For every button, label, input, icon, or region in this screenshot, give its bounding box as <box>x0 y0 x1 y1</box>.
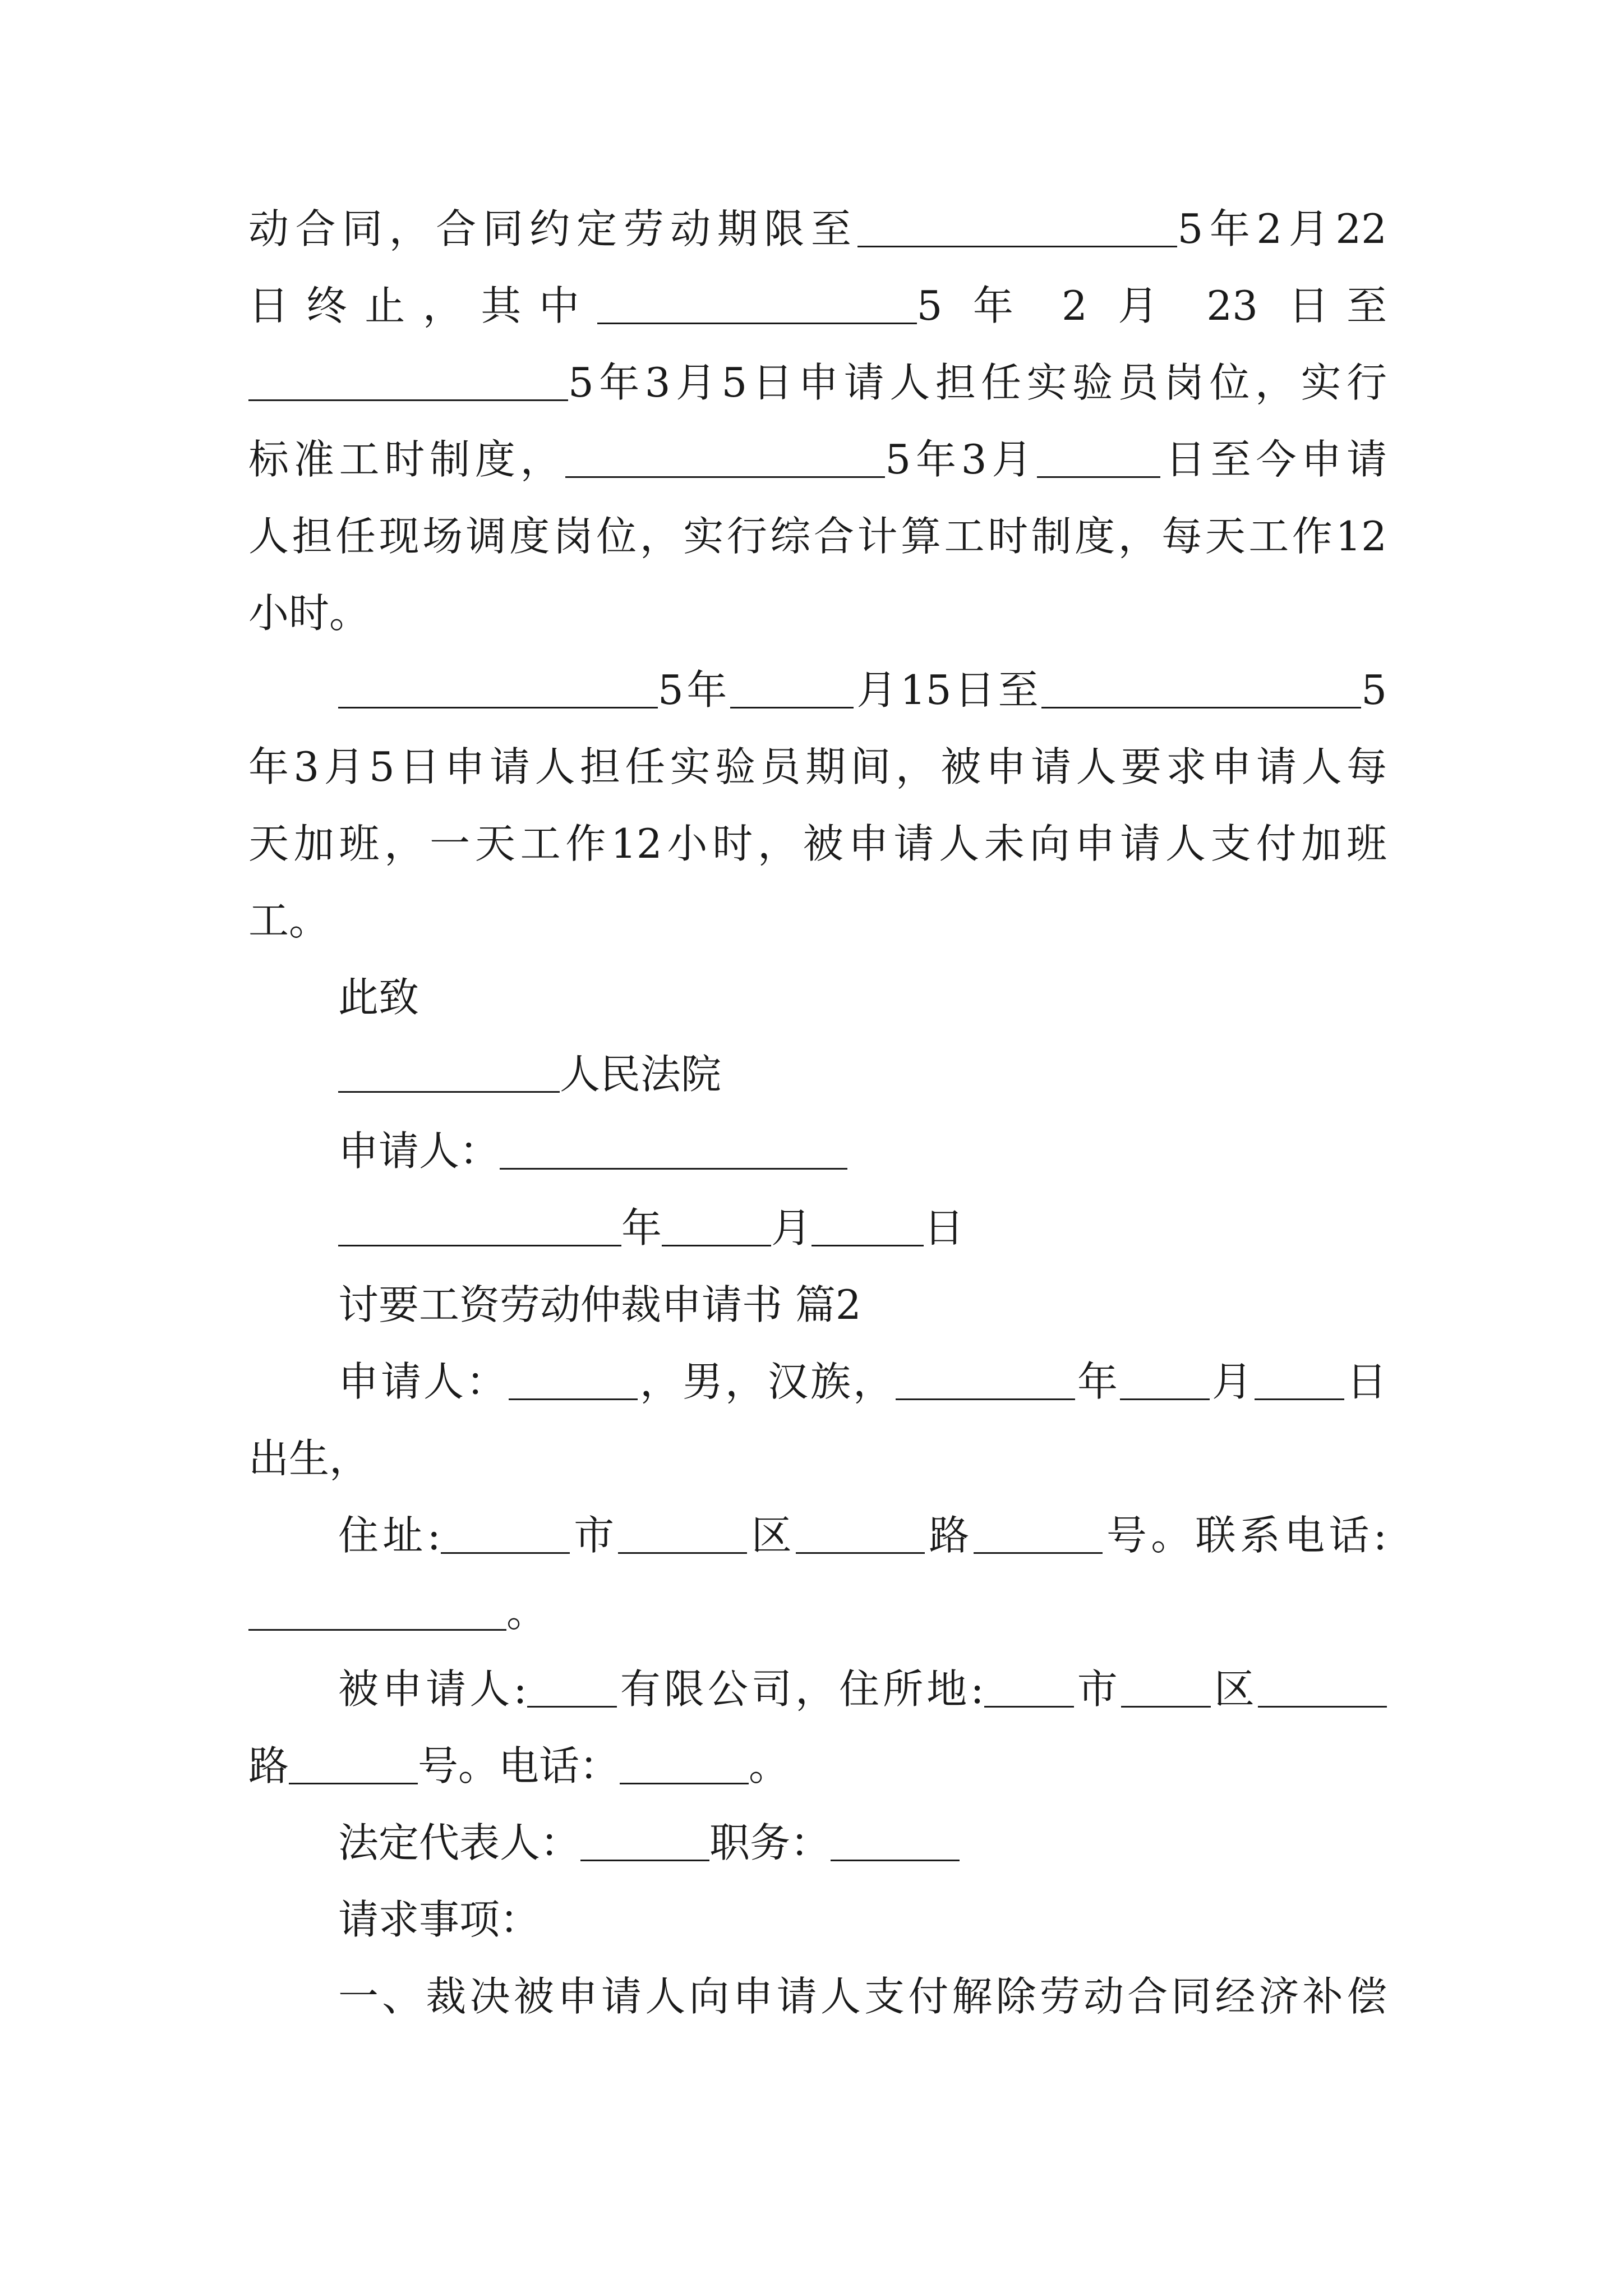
paragraph-line-6: 小时。 <box>248 590 370 637</box>
paragraph-line-10: 工。 <box>248 897 330 944</box>
text-run: 5年3月 <box>885 436 1038 483</box>
text-run: ，男，汉族， <box>637 1358 896 1405</box>
text-run: 日 <box>1344 1358 1387 1405</box>
applicant-line <box>248 1343 1387 1420</box>
applicant-signature-line <box>248 1113 1387 1190</box>
fill-in-blank <box>811 1210 924 1246</box>
document-page <box>248 191 1387 2035</box>
text-run: 号。电话： <box>418 1742 620 1789</box>
fill-in-blank <box>338 1056 560 1093</box>
text-run: 5年2月22 <box>1177 205 1387 252</box>
respondent-line <box>248 1651 1387 1728</box>
text-run: 日终止，其中 <box>248 282 597 329</box>
fill-in-blank <box>974 1517 1103 1554</box>
fill-in-blank <box>565 441 885 478</box>
text-run: 市 <box>569 1512 619 1559</box>
text-run: 市 <box>1073 1665 1121 1713</box>
text-run: 月 <box>1209 1358 1255 1405</box>
text-run: 号。联系电话: <box>1102 1512 1387 1559</box>
fill-in-blank <box>1041 672 1361 708</box>
text-run: 月 <box>771 1204 812 1251</box>
text-run: 5年3月5日申请人担任实验员岗位，实行 <box>568 359 1387 406</box>
text-run: 。 <box>749 1742 790 1789</box>
fill-in-blank <box>1120 1364 1210 1400</box>
text-run: 住址: <box>338 1512 441 1559</box>
text-run: 日至今申请 <box>1160 436 1387 483</box>
text-run: 5 <box>1361 666 1387 714</box>
text-run: 路 <box>925 1512 974 1559</box>
fill-in-blank <box>338 1210 621 1246</box>
paragraph-line-2 <box>248 268 1387 344</box>
paragraph-line-17: 出生， <box>248 1435 370 1482</box>
text-run: 月15日至 <box>853 666 1042 714</box>
text-run: 5年 <box>658 666 730 714</box>
fill-in-blank <box>662 1210 771 1246</box>
fill-in-blank <box>289 1748 418 1784</box>
fill-in-blank <box>597 288 917 324</box>
text-run: 年 <box>1075 1358 1120 1405</box>
text-run: 被申请人: <box>338 1665 527 1713</box>
fill-in-blank <box>831 1825 960 1861</box>
fill-in-blank <box>1121 1671 1211 1708</box>
phone-line <box>248 1574 1387 1651</box>
text-run: 5 年 2 月 23 日至 <box>916 282 1387 329</box>
address-line <box>248 1497 1387 1574</box>
section-heading: 讨要工资劳动仲裁申请书 篇2 <box>338 1281 861 1328</box>
legal-rep-line <box>248 1805 1387 1881</box>
fill-in-blank <box>509 1364 638 1400</box>
text-run: 申请人： <box>338 1358 509 1405</box>
fill-in-blank <box>441 1517 570 1554</box>
paragraph-line-4 <box>248 421 1387 498</box>
text-run: 日 <box>924 1204 965 1251</box>
date-line <box>248 1190 1387 1267</box>
text-run: 职务： <box>709 1819 831 1866</box>
respondent-address-line <box>248 1728 1387 1805</box>
text-run: 动合同，合同约定劳动期限至 <box>248 205 858 252</box>
fill-in-blank <box>618 1517 747 1554</box>
fill-in-blank <box>338 672 658 708</box>
fill-in-blank <box>1258 1671 1387 1708</box>
fill-in-blank <box>248 365 568 401</box>
text-run: 区 <box>747 1512 796 1559</box>
text-run: 路 <box>248 1742 289 1789</box>
fill-in-blank <box>1255 1364 1344 1400</box>
fill-in-blank <box>730 672 854 708</box>
text-run: 申请人： <box>338 1128 500 1175</box>
paragraph-line-9: 天加班，一天工作12小时，被申请人未向申请人支付加班 <box>248 820 1387 867</box>
text-run: 年 <box>621 1204 662 1251</box>
paragraph-line-1 <box>248 191 1387 268</box>
fill-in-blank <box>500 1133 847 1170</box>
text-run: 法定代表人： <box>338 1819 581 1866</box>
fill-in-blank <box>620 1748 749 1784</box>
paragraph-line-8: 年3月5日申请人担任实验员期间，被申请人要求申请人每 <box>248 743 1387 790</box>
text-run: 。 <box>506 1589 547 1636</box>
text-run: 人民法院 <box>560 1051 722 1098</box>
text-run: 标准工时制度， <box>248 436 566 483</box>
fill-in-blank <box>984 1671 1074 1708</box>
fill-in-blank <box>527 1671 617 1708</box>
fill-in-blank <box>580 1825 709 1861</box>
fill-in-blank <box>248 1594 506 1631</box>
fill-in-blank <box>896 1364 1075 1400</box>
salutation: 此致 <box>338 974 419 1021</box>
paragraph-line-7 <box>248 652 1387 729</box>
fill-in-blank <box>796 1517 925 1554</box>
text-run: 区 <box>1210 1665 1258 1713</box>
claim-item-1: 一、裁决被申请人向申请人支付解除劳动合同经济补偿 <box>338 1973 1387 2020</box>
fill-in-blank <box>1037 441 1160 478</box>
fill-in-blank <box>857 211 1177 247</box>
paragraph-line-5: 人担任现场调度岗位，实行综合计算工时制度，每天工作12 <box>248 513 1387 560</box>
text-run: 有限公司，住所地: <box>616 1665 984 1713</box>
claims-heading: 请求事项： <box>338 1896 541 1943</box>
paragraph-line-3 <box>248 344 1387 421</box>
court-line <box>248 1036 1387 1113</box>
